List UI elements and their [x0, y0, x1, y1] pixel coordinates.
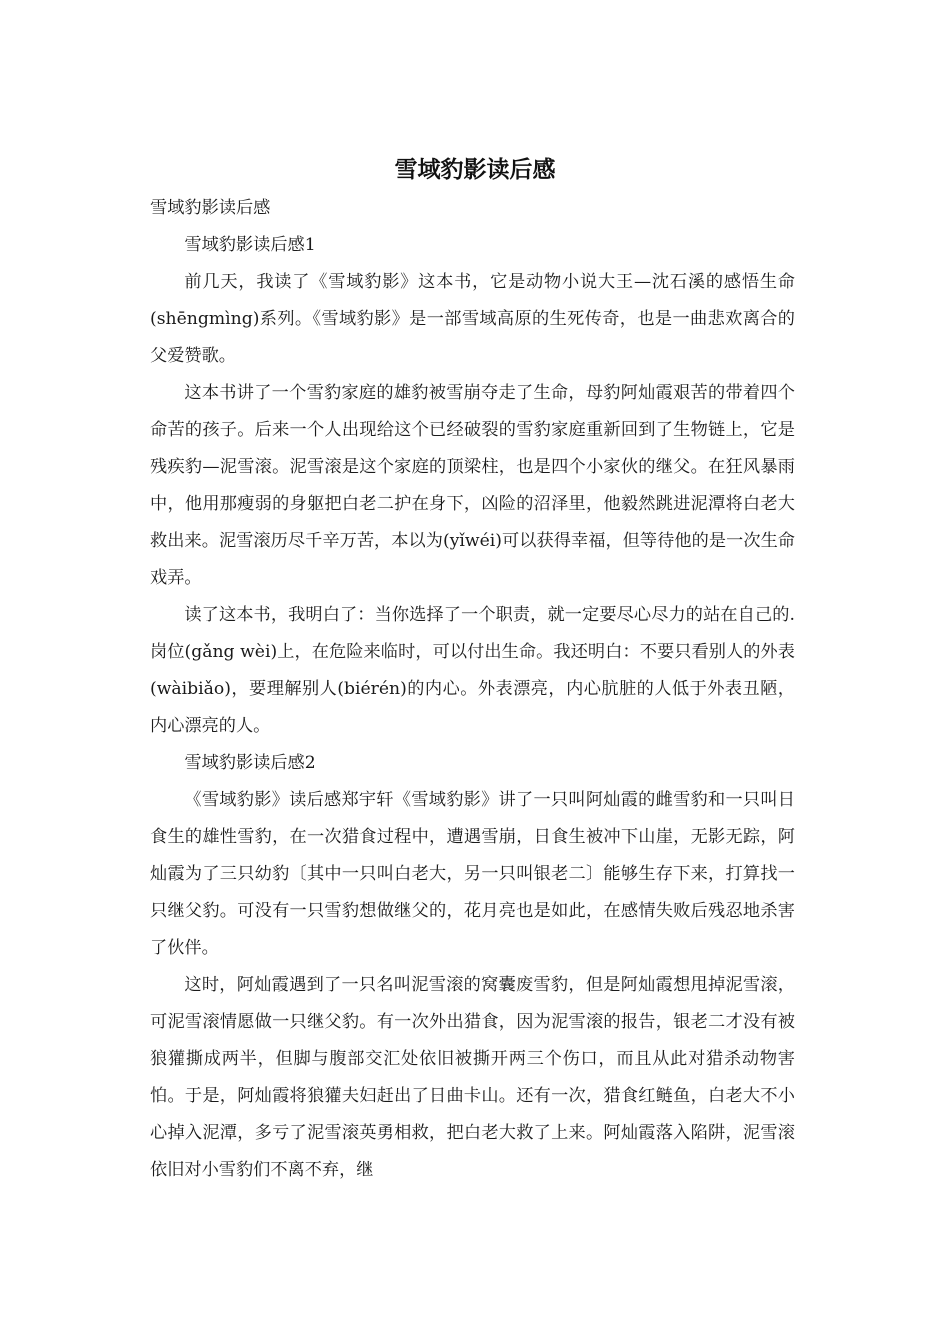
document-title: 雪域豹影读后感	[394, 157, 556, 183]
document-subtitle: 雪域豹影读后感	[150, 198, 271, 218]
paragraph: 这本书讲了一个雪豹家庭的雄豹被雪崩夺走了生命，母豹阿灿霞艰苦的带着四个命苦的孩子。后来一个人出现给这个已经破裂的雪豹家庭重新回到了生物链上，它是残疾豹—泥雪滚。泥雪滚是这个家庭的顶梁柱，也是四个小家伙的继父。在狂风暴雨中，他用那瘦弱的身躯把白老二护在身下，凶险的沼泽里，他毅然跳进泥潭将白老大救出来。泥雪滚历尽千辛万苦，本以为(yǐwéi)可以获得幸福，但等待他的是一次生命戏弄。	[150, 383, 795, 588]
paragraph: 前几天，我读了《雪域豹影》这本书，它是动物小说大王—沈石溪的感悟生命(shēngmìng)系列。《雪域豹影》是一部雪域高原的生死传奇，也是一曲悲欢离合的父爱赞歌。	[150, 272, 795, 366]
paragraph: 《雪域豹影》读后感郑宇轩《雪域豹影》讲了一只叫阿灿霞的雌雪豹和一只叫日食生的雄性雪豹，在一次猎食过程中，遭遇雪崩，日食生被冲下山崖，无影无踪，阿灿霞为了三只幼豹〔其中一只叫白老大，另一只叫银老二〕能够生存下来，打算找一只继父豹。可没有一只雪豹想做继父的，花月亮也是如此，在感情失败后残忍地杀害了伙伴。	[150, 790, 795, 958]
document-body	[150, 190, 795, 1189]
section-heading-2: 雪域豹影读后感2	[184, 753, 316, 773]
paragraph: 读了这本书，我明白了：当你选择了一个职责，就一定要尽心尽力的站在自己的.岗位(gǎng wèi)上，在危险来临时，可以付出生命。我还明白：不要只看别人的外表(wàibiǎo)，要理解别人(biérén)的内心。外表漂亮，内心肮脏的人低于外表丑陋，内心漂亮的人。	[150, 605, 795, 736]
paragraph: 这时，阿灿霞遇到了一只名叫泥雪滚的窝囊废雪豹，但是阿灿霞想甩掉泥雪滚，可泥雪滚情愿做一只继父豹。有一次外出猎食，因为泥雪滚的报告，银老二才没有被狼獾撕成两半，但脚与腹部交汇处依旧被撕开两三个伤口，而且从此对猎杀动物害怕。于是，阿灿霞将狼獾夫妇赶出了日曲卡山。还有一次，猎食红鲢鱼，白老大不小心掉入泥潭，多亏了泥雪滚英勇相救，把白老大救了上来。阿灿霞落入陷阱，泥雪滚依旧对小雪豹们不离不弃，继	[150, 975, 795, 1180]
section-heading-1: 雪域豹影读后感1	[184, 235, 316, 255]
